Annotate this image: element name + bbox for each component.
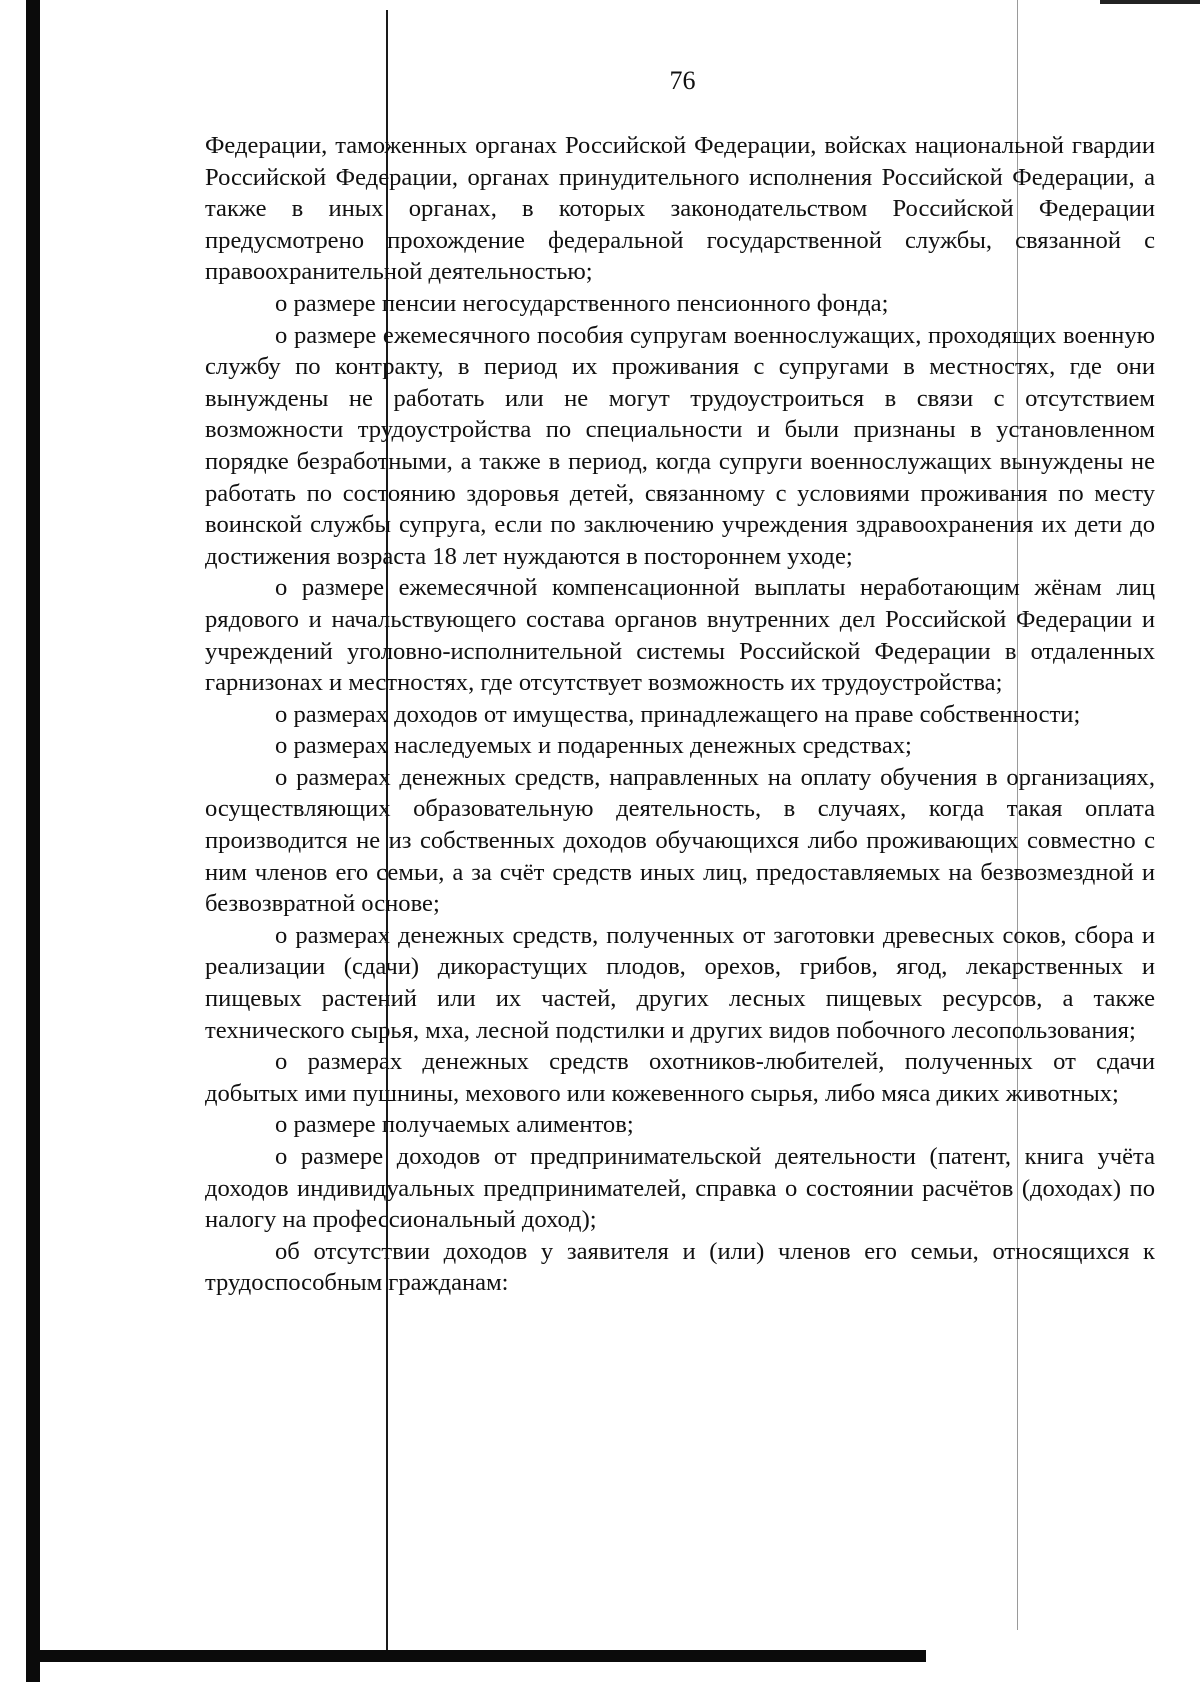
paragraph: о размере ежемесячной компенсационной выплаты неработающим жёнам лиц рядового и начальствующего состава органов внутренних дел Российской Федерации и учреждений уголовно-исполнительной системы Российской Федерации в отдаленных гарнизонах и местностях, где отсутствует возможность их трудоустройства;: [205, 574, 1155, 697]
paragraph: о размере ежемесячного пособия супругам военнослужащих, проходящих военную службу по контракту, в период их проживания с супругами в местностях, где они вынуждены не работать или не могут трудоустроиться в связи с отсутствием возможности трудоустройства по специальности и были признаны в установленном порядке безработными, а также в период, когда супруги военнослужащих вынуждены не работать по состоянию здоровья детей, связанному с условиями проживания по месту воинской службы супруга, если по заключению учреждения здравоохранения их дети до достижения возраста 18 лет нуждаются в постороннем уходе;: [205, 321, 1155, 570]
paragraph: об отсутствии доходов у заявителя и (или) членов его семьи, относящихся к трудоспособным гражданам:: [205, 1237, 1155, 1297]
paragraph: о размере пенсии негосударственного пенсионного фонда;: [275, 289, 889, 317]
page-number: 76: [669, 66, 696, 95]
paragraph: о размерах наследуемых и подаренных денежных средствах;: [275, 732, 912, 760]
scan-border-left: [26, 0, 40, 1682]
paragraph: о размерах денежных средств охотников-любителей, полученных от сдачи добытых ими пушнины, мехового или кожевенного сырья, либо мяса диких животных;: [205, 1048, 1155, 1107]
scan-border-bottom: [26, 1650, 926, 1662]
paragraph-continuation: Федерации, таможенных органах Российской Федерации, войсках национальной гвардии Российской Федерации, органах принудительного исполнения Российской Федерации, а также в иных органах, в которых законодательством Российской Федерации предусмотрено прохождение федеральной государственной службы, связанной с правоохранительной деятельностью;: [205, 132, 1155, 286]
document-body: [205, 130, 1155, 1299]
paragraph: о размерах доходов от имущества, принадлежащего на праве собственности;: [275, 700, 1081, 728]
paragraph: о размере получаемых алиментов;: [275, 1111, 634, 1139]
paragraph: о размерах денежных средств, направленных на оплату обучения в организациях, осуществляющих образовательную деятельность, в случаях, когда такая оплата производится не из собственных доходов обучающихся либо проживающих совместно с ним членов его семьи, а за счёт средств иных лиц, предоставляемых на безвозмездной и безвозвратной основе;: [205, 763, 1155, 918]
paragraph: о размерах денежных средств, полученных от заготовки древесных соков, сбора и реализации (сдачи) дикорастущих плодов, орехов, грибов, ягод, лекарственных и пищевых растений или их частей, других лесных пищевых ресурсов, а также технического сырья, мха, лесной подстилки и других видов побочного лесопользования;: [205, 921, 1155, 1044]
scan-border-top: [1100, 0, 1200, 4]
paragraph: о размере доходов от предпринимательской деятельности (патент, книга учёта доходов индивидуальных предпринимателей, справка о состоянии расчётов (доходах) по налогу на профессиональный доход);: [205, 1143, 1155, 1234]
